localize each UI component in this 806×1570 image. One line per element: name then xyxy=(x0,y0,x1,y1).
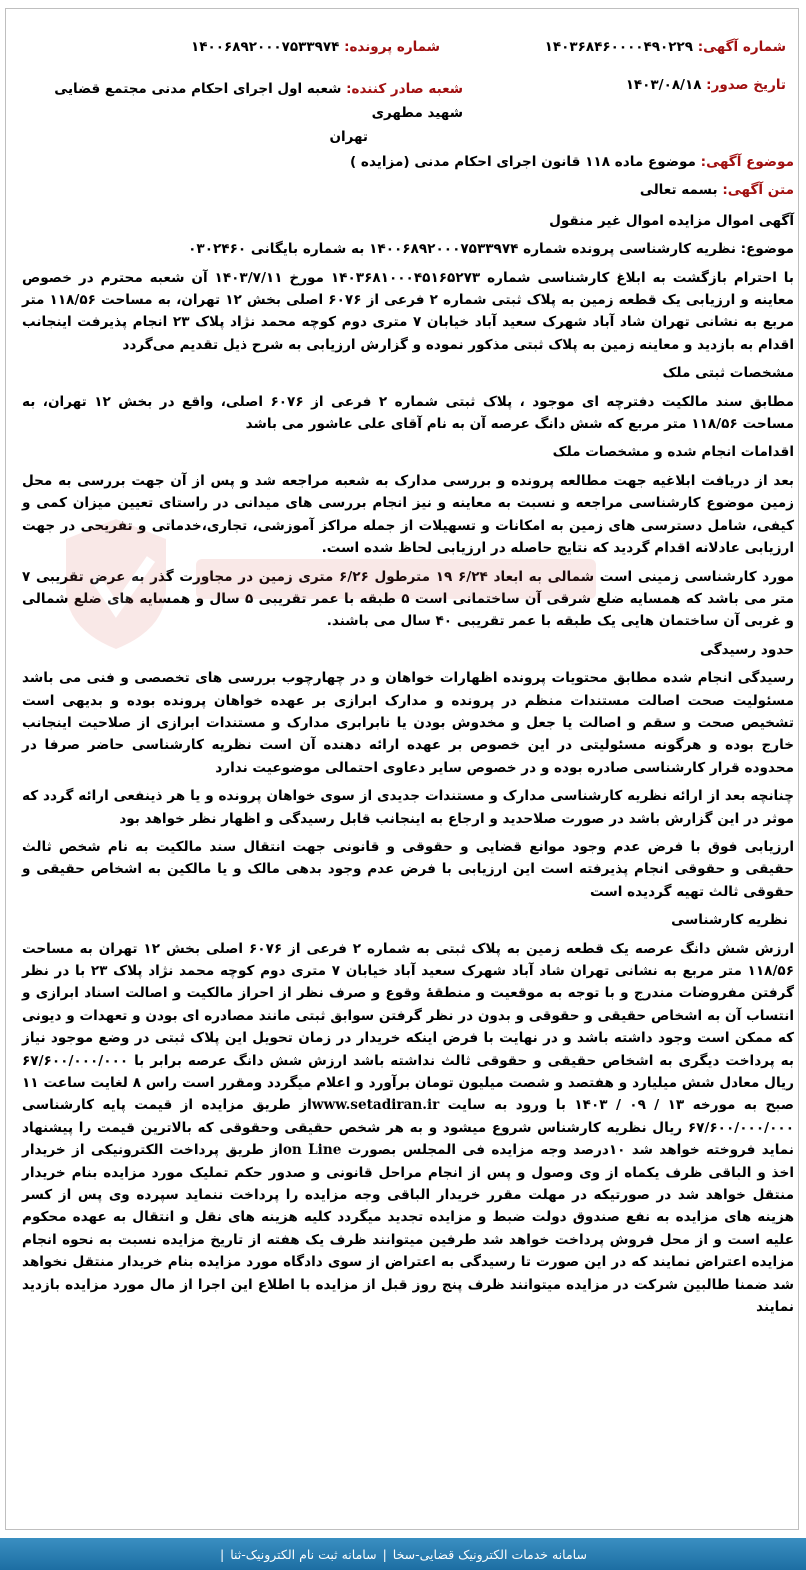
issuer-label: شعبه صادر کننده: xyxy=(346,81,463,97)
issuer-line2: تهران xyxy=(329,129,368,145)
opinion-part-3: از طریق پرداخت الکترونیکی از خریدار اخذ و الباقی ظرف یکماه از وی وصول و پس از انجام مراحل قانونی و صدور حکم تملیک مورد مزایده بنام خریدار منتقل خواهد شد در صورتیکه در مهلت مقرر خریدار الباقی وجه مزایده را پرداخت ننماید سپرده وی پس از کسر هزینه های مزایده به نفع صندوق دولت ضبط و مزایده تجدید میگردد کلیه هزینه های نقل و انتقال به عهده محکوم علیه است و از محل فروش پرداخت خواهد شد طرفین میتوانند ظرف یک هفته از تاریخ مزایده نسبت به نحوه انجام مزایده اعتراض نمایند که در این صورت تا رسیدگی به اعتراض از سوی دادگاه مورد مزایده بنام خریدار منتقل نخواهد شد ضمنا طالبین شرکت در مزایده میتوانند ظرف پنج روز قبل از مزایده با اطلاع این اجرا از مال مورد مزایده بازدید نمایند xyxy=(22,1142,794,1316)
footer-bar xyxy=(0,1538,806,1570)
issue-date: ۱۴۰۳/۰۸/۱۸ xyxy=(625,77,702,93)
footer-link-sana[interactable]: سامانه ثبت نام الکترونیک-ثنا xyxy=(230,1546,377,1562)
setadiran-link[interactable]: www.setadiran.ir xyxy=(311,1097,440,1114)
paragraph-actions: بعد از دریافت ابلاغیه جهت مطالعه پرونده و بررسی مدارک به شعبه مراجعه شد و پس از آن جهت بررسی به محل زمین موضوع کارشناسی مراجعه و نسبت به معاینه و نیز انجام بررسی های میدانی در راستای تعیین میزان کمی و کیفی، شامل دسترسی های زمین به امکانات و تسهیلات از جمله مراکز آموزشی، تجاری،خدماتی و تفریحی در جهت ارزیابی عادلانه اقدام گردید که نتایج حاصله در ارزیابی لحاظ شده است. xyxy=(22,472,794,557)
paragraph-new-documents: چنانچه بعد از ارائه نظریه کارشناسی مدارک و مستندات جدیدی از سوی خواهان پرونده و یا هر ذینفعی ارائه گردد که موثر در این گزارش باشد در صورت صلاحدید و ارجاع به اینجانب قابل رسیدگی و اظهار نظر خواهد بود xyxy=(22,788,794,827)
paragraph-intro: با احترام بازگشت به ابلاغ کارشناسی شماره ۱۴۰۳۶۸۱۰۰۰۴۵۱۶۵۲۷۳ مورخ ۱۴۰۳/۷/۱۱ آن شعبه محترم در خصوص معاینه و ارزیابی یک قطعه زمین به پلاک ثبتی شماره ۲ فرعی از ۶۰۷۶ اصلی بخش ۱۲ تهران، به مساحت ۱۱۸/۵۶ متر مربع به نشانی تهران شاد آباد شهرک سعید آباد خیابان ۷ متری دوم کوچه محمد نژاد پلاک ۲۳ انجام پذیرفت اینجانب اقدام به بازدید و معاینه زمین به پلاک ثبتی مذکور نموده و گزارش ارزیابی به شرح ذیل تقدیم می‌گردد xyxy=(22,269,795,353)
text-label: متن آگهی: xyxy=(722,182,794,199)
section-heading-actions: اقدامات انجام شده و مشخصات ملک xyxy=(552,444,794,461)
paragraph-scope: رسیدگی انجام شده مطابق محتویات پرونده اظهارات خواهان و در چهارچوب بررسی های تخصصی و فنی می باشد مسئولیت صحت اصالت مستندات منظم در پرونده و مدارک ابرازی بر عهده خواهان پرونده بوده و بدیهی است تشخیص صحت و سقم و اصالت یا جعل و مخدوش بودن یا نابرابری مدارک و مستندات ابرازی از صلاحیت اینجانب خارج بوده و هرگونه مسئولیتی در این خصوص بر عهده ارائه دهنده آن است نظریه کارشناسی حاضر صرفا در محدوده قرار کارشناسی صادره بوده و در خصوص سایر دعاوی احتمالی موضوعیت ندارد xyxy=(22,670,794,776)
notice-frame xyxy=(5,8,799,1530)
issuer-row xyxy=(43,77,463,149)
section-heading-scope: حدود رسیدگی xyxy=(699,641,794,658)
subject-row xyxy=(22,151,794,173)
ad-number: ۱۴۰۳۶۸۴۶۰۰۰۰۴۹۰۲۲۹ xyxy=(544,39,693,55)
basmala: بسمه تعالی xyxy=(639,182,718,199)
footer-link-sakha[interactable]: سامانه خدمات الکترونیک قضایی-سخا xyxy=(392,1546,587,1562)
opinion-part-2: از طریق مزایده از قیمت پایه کارشناسی ۶۷/۶۰۰/۰۰۰/۰۰۰ ریال نظریه کارشناس شروع میشود و به هر شخص حقیقی وحقوقی که بالاترین قیمت را پیشنهاد نماید فروخته خواهد شد ۱۰درصد وجه مزایده فی المجلس بصورت xyxy=(22,1097,795,1159)
paragraph-property: مورد کارشناسی زمینی است شمالی به ابعاد ۶/۲۴ ۱۹ مترطول ۶/۲۶ متری زمین در مجاورت گذر به عرض تقریبی ۷ متر می باشد که همسایه ضلع شرقی آن ساختمانی است ۵ طبقه با عمر تقریبی ۵ سال و همسایه های ضلع شمالی و غربی آن ساختمان هایی یک طبقه با عمر تقریبی ۴۰ سال می باشند. xyxy=(22,568,795,630)
issuer-line1: شعبه اول اجرای احکام مدنی مجتمع قضایی شهید مطهری xyxy=(54,81,463,121)
paragraph-registration: مطابق سند مالکیت دفترچه ای موجود ، پلاک ثبتی شماره ۲ فرعی از ۶۰۷۶ اصلی، واقع در بخش ۱۲ تهران، به مساحت ۱۱۸/۵۶ متر مربع که شش دانگ عرصه آن به نام آقای علی عاشور می باشد xyxy=(22,393,794,433)
notice-body xyxy=(22,151,794,1325)
file-number: ۱۴۰۰۶۸۹۲۰۰۰۷۵۳۳۹۷۴ xyxy=(191,39,340,55)
online-text: on Line xyxy=(282,1142,342,1159)
file-number-label: شماره پرونده: xyxy=(344,39,440,55)
section-heading-opinion: نظریه کارشناسی xyxy=(671,912,788,929)
paragraph-assumptions: ارزیابی فوق با فرض عدم وجود موانع قضایی و حقوقی و قانونی جهت انتقال سند مالکیت به نام شخص ثالث حقیقی و حقوقی انجام پذیرفته است این ارزیابی با فرض عدم وجود بدهی مالک و یا مالکین به اشخاص حقیقی و حقوقی ثالث تهیه گردیده است xyxy=(22,838,794,900)
notice-subject-line: موضوع: نظریه کارشناسی پرونده شماره ۱۴۰۰۶۸۹۲۰۰۰۷۵۳۳۹۷۴ به شماره بایگانی ۰۳۰۲۴۶۰ xyxy=(188,241,794,258)
subject: موضوع ماده ۱۱۸ قانون اجرای احکام مدنی (مزایده ) xyxy=(349,154,696,170)
issue-date-row xyxy=(626,77,786,93)
opinion-part-1: ارزش شش دانگ عرصه یک قطعه زمین به پلاک ثبتی به شماره ۲ فرعی از ۶۰۷۶ اصلی بخش ۱۲ تهران به مساحت ۱۱۸/۵۶ متر مربع به نشانی تهران شاد آباد شهرک سعید آباد خیابان ۷ متری دوم کوچه محمد نژاد پلاک ۲۳ با در نظر گرفتن مفروضات مندرج و با توجه به موقعیت و منطقهٔ وقوع و صرف نظر از احراز مالکیت و اصالت اسناد ابرازی و انتساب آن به اشخاص حقیقی و حقوقی و بدون در نظر گرفتن سوابق ثبتی مانند مصادره ای بودن و تعهدات و دیونی که ممکن است وجود داشته باشد و در نهایت با فرض اینکه خریدار در زمان تحویل این پلاک ثبتی در وضع موجود نیاز به پرداخت دیگری به اشخاص حقیقی و حقوقی ثالث نداشته باشد ارزش شش دانگ عرصه برابر با ۶۷/۶۰۰/۰۰۰/۰۰۰ ریال معادل شش میلیارد و هفتصد و شصت میلیون تومان برآورد و اعلام میگردد ومقرر است راس ۸ لغایت ساعت ۱۱ صبح به مورخه ۱۳ / ۰۹ / ۱۴۰۳ با ورود به سایت xyxy=(22,940,794,1114)
footer-separator: | xyxy=(382,1546,387,1562)
footer-separator-end: | xyxy=(220,1546,225,1562)
subject-label: موضوع آگهی: xyxy=(700,154,794,170)
ad-number-label: شماره آگهی: xyxy=(697,39,786,55)
paragraph-opinion xyxy=(22,938,794,1319)
ad-number-row xyxy=(545,39,786,55)
text-row xyxy=(22,179,794,201)
section-heading-registration: مشخصات ثبتی ملک xyxy=(662,365,794,382)
issue-date-label: تاریخ صدور: xyxy=(706,77,786,93)
notice-heading: آگهی اموال مزایده اموال غیر منقول xyxy=(549,212,794,229)
file-number-row xyxy=(191,39,440,55)
